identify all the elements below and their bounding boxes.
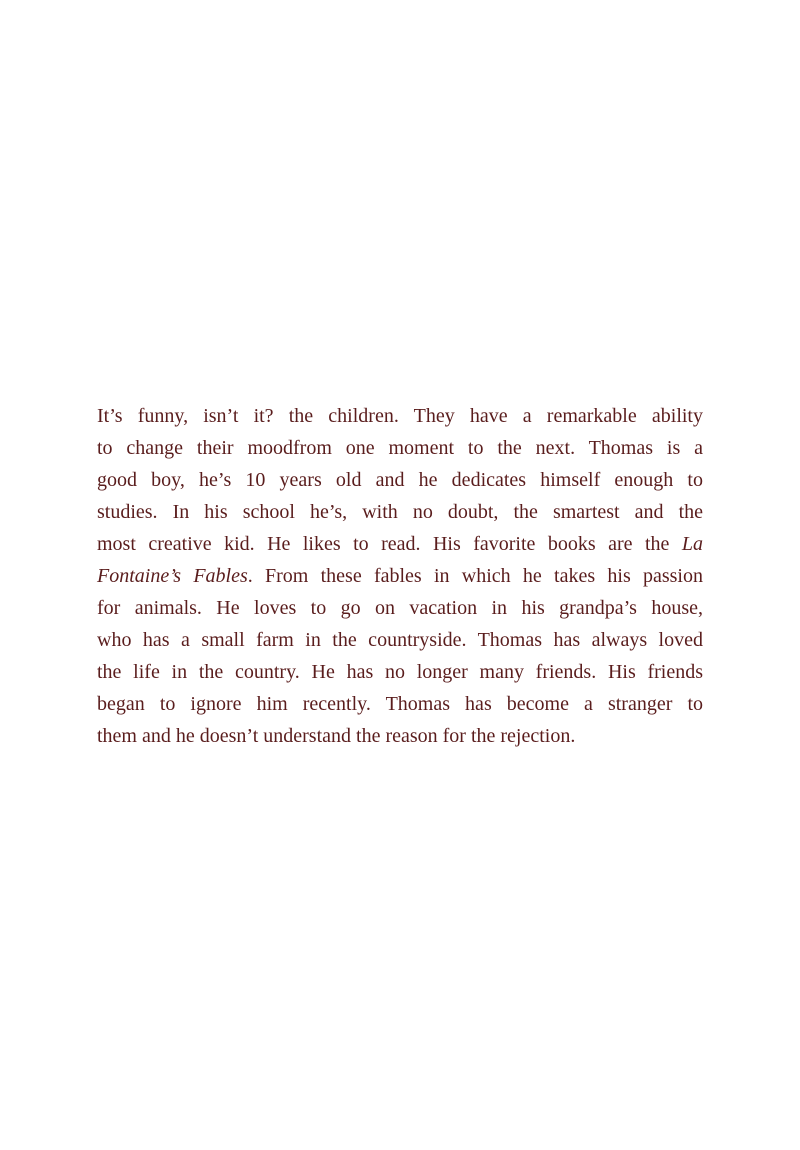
paragraph-line-4: studies. In his school he’s, with no doubt, the smartest and the	[97, 501, 703, 523]
paragraph-line-3: good boy, he’s 10 years old and he dedicates himself enough to	[97, 469, 703, 491]
paragraph-line-10: began to ignore him recently. Thomas has become a stranger to	[97, 693, 703, 715]
paragraph-line-8: who has a small farm in the countryside. Thomas has always loved	[97, 629, 703, 651]
paragraph-line-11: them and he doesn’t understand the reason for the rejection.	[97, 725, 576, 747]
paragraph-line-1: It’s funny, isn’t it? the children. They have a remarkable ability	[97, 405, 703, 427]
paragraph-line-5	[97, 528, 703, 560]
paragraph-line-5-text: most creative kid. He likes to read. His favorite books are the	[97, 533, 670, 555]
story-paragraph	[97, 400, 703, 752]
book-title-part-2: Fontaine’s Fables	[97, 565, 248, 587]
paragraph-line-9: the life in the country. He has no longer many friends. His friends	[97, 661, 703, 683]
paragraph-line-6	[97, 560, 703, 592]
book-title-part-1: La	[681, 533, 704, 555]
paragraph-line-2: to change their moodfrom one moment to the next. Thomas is a	[97, 437, 703, 459]
paragraph-line-7: for animals. He loves to go on vacation in his grandpa’s house,	[97, 597, 703, 619]
paragraph-line-6-text: . From these fables in which he takes his passion	[247, 565, 703, 587]
